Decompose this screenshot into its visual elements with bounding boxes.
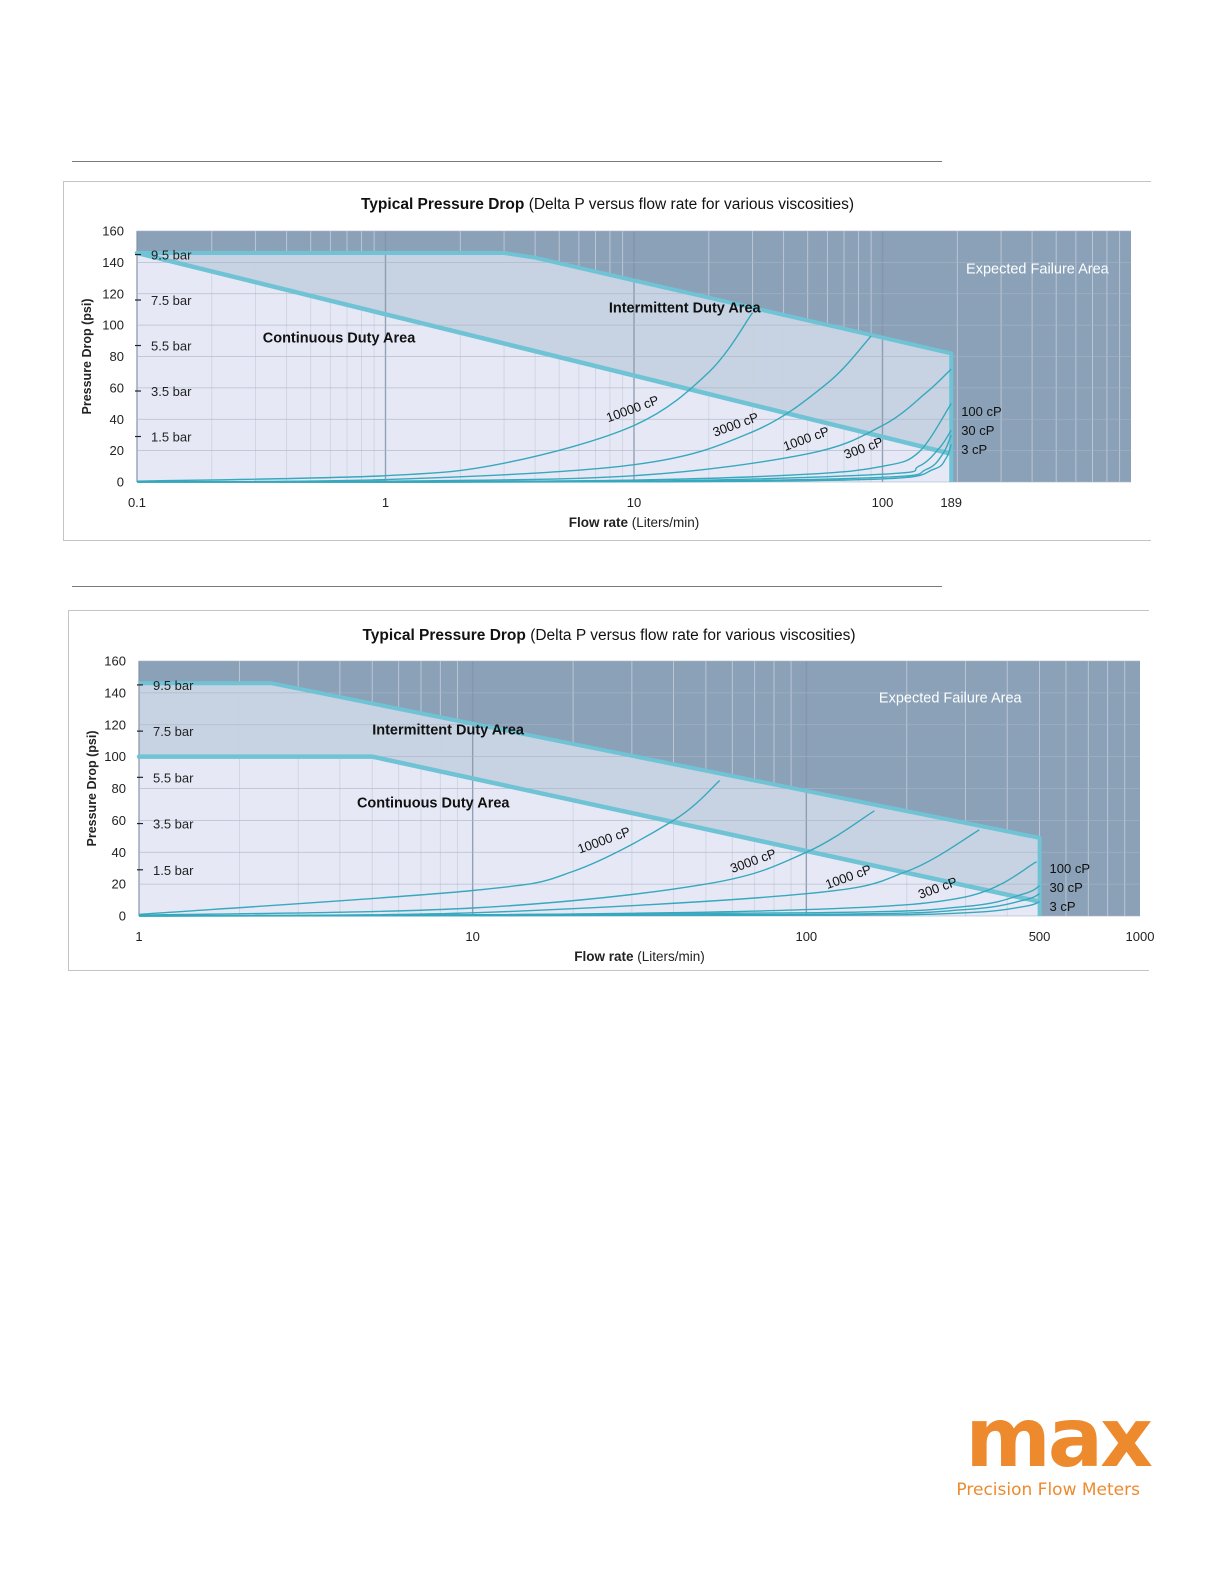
x-axis-title bbox=[574, 949, 705, 964]
y-tick-label: 160 bbox=[102, 223, 124, 239]
bar-label: 5.5 bar bbox=[151, 338, 192, 354]
x-tick-label: 10 bbox=[626, 495, 642, 510]
series-label: 1000 cP bbox=[823, 861, 874, 892]
x-tick-label: 1 bbox=[135, 929, 143, 944]
separator-line-2 bbox=[72, 586, 942, 587]
bar-label: 1.5 bar bbox=[153, 862, 194, 878]
y-tick-label: 140 bbox=[102, 254, 124, 270]
y-tick-label: 140 bbox=[104, 685, 126, 701]
bar-label: 3.5 bar bbox=[151, 384, 192, 400]
chart-panel-1 bbox=[63, 181, 1151, 541]
bar-label: 5.5 bar bbox=[153, 770, 194, 786]
y-tick-label: 40 bbox=[109, 411, 124, 427]
logo-wordmark: max bbox=[965, 1391, 1150, 1486]
separator-line-1 bbox=[72, 161, 942, 162]
series-label: 300 cP bbox=[841, 433, 886, 462]
y-tick-label: 120 bbox=[104, 717, 126, 733]
x-axis-title-rest: (Liters/min) bbox=[637, 949, 705, 964]
chart-title-bold: Typical Pressure Drop bbox=[362, 627, 526, 644]
bar-label: 1.5 bar bbox=[151, 429, 192, 445]
failure-region-label: Expected Failure Area bbox=[878, 690, 1022, 707]
series-label: 1000 cP bbox=[781, 423, 832, 454]
y-tick-label: 0 bbox=[118, 908, 126, 924]
series-label: 30 cP bbox=[961, 422, 995, 438]
bar-label: 7.5 bar bbox=[153, 724, 194, 740]
x-tick-label: 500 bbox=[1028, 929, 1051, 944]
intermittent-region-label: Intermittent Duty Area bbox=[608, 300, 761, 317]
chart-panel-2 bbox=[68, 610, 1155, 971]
y-tick-label: 0 bbox=[116, 474, 124, 490]
series-label: 10000 cP bbox=[604, 392, 661, 426]
x-tick-label: 100 bbox=[795, 929, 818, 944]
series-label: 300 cP bbox=[915, 873, 960, 902]
series-label: 3 cP bbox=[961, 441, 988, 457]
x-tick-label: 1000 bbox=[1125, 929, 1155, 944]
bar-label: 3.5 bar bbox=[153, 816, 194, 832]
y-tick-label: 120 bbox=[102, 286, 124, 302]
continuous-region-label: Continuous Duty Area bbox=[262, 330, 416, 347]
x-axis-title-bold: Flow rate bbox=[568, 515, 632, 530]
y-tick-label: 160 bbox=[104, 653, 126, 669]
bar-label: 7.5 bar bbox=[151, 293, 192, 309]
chart-title-bold: Typical Pressure Drop bbox=[360, 196, 525, 213]
chart-title-rest: (Delta P versus flow rate for various viscosities) bbox=[530, 627, 856, 644]
y-axis-title: Pressure Drop (psi) bbox=[85, 730, 99, 847]
y-tick-label: 20 bbox=[111, 876, 126, 892]
series-label: 3000 cP bbox=[728, 845, 779, 876]
y-tick-label: 40 bbox=[111, 844, 126, 860]
x-axis-title bbox=[569, 515, 700, 530]
series-label: 3000 cP bbox=[710, 409, 761, 440]
y-tick-label: 20 bbox=[109, 443, 124, 459]
y-tick-label: 60 bbox=[111, 812, 126, 828]
y-tick-label: 80 bbox=[109, 349, 124, 364]
series-label: 100 cP bbox=[1049, 860, 1091, 876]
x-tick-label: 189 bbox=[940, 495, 963, 510]
pressure-drop-chart-1 bbox=[64, 182, 1151, 540]
y-tick-label: 100 bbox=[102, 317, 124, 333]
x-tick-label: 100 bbox=[871, 495, 894, 510]
x-axis-title-bold: Flow rate bbox=[574, 949, 638, 964]
y-tick-label: 100 bbox=[104, 749, 126, 765]
company-logo bbox=[940, 1391, 1150, 1500]
series-label: 3 cP bbox=[1049, 899, 1076, 915]
pressure-drop-chart-2 bbox=[69, 611, 1155, 970]
bar-label: 9.5 bar bbox=[151, 247, 192, 263]
series-label: 30 cP bbox=[1049, 880, 1083, 896]
y-tick-label: 60 bbox=[109, 380, 124, 396]
x-tick-label: 10 bbox=[465, 929, 480, 944]
y-tick-label: 80 bbox=[111, 781, 126, 796]
logo-tagline: Precision Flow Meters bbox=[956, 1480, 1140, 1500]
intermittent-region-label: Intermittent Duty Area bbox=[372, 722, 524, 739]
series-label: 100 cP bbox=[961, 404, 1002, 420]
bar-label: 9.5 bar bbox=[153, 677, 194, 693]
x-axis-title-rest: (Liters/min) bbox=[631, 515, 700, 530]
y-axis-title: Pressure Drop (psi) bbox=[80, 298, 94, 415]
failure-region-label: Expected Failure Area bbox=[966, 261, 1109, 278]
x-tick-label: 0.1 bbox=[127, 495, 147, 510]
x-tick-label: 1 bbox=[381, 495, 390, 510]
continuous-region-label: Continuous Duty Area bbox=[356, 795, 510, 812]
chart-title-rest: (Delta P versus flow rate for various viscosities) bbox=[528, 196, 855, 213]
series-label: 10000 cP bbox=[575, 823, 633, 857]
